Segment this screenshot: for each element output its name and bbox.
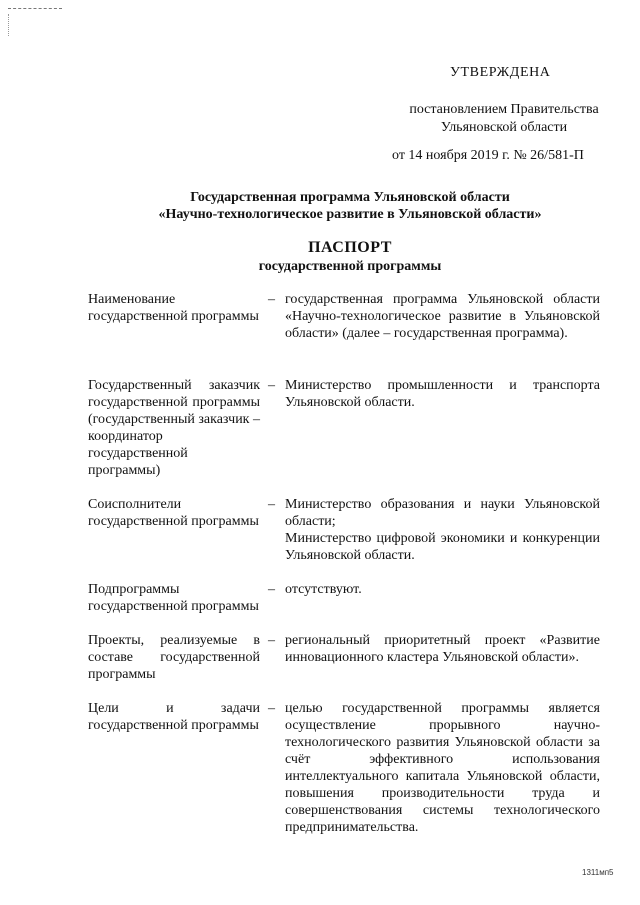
document-code: 1311мп5 bbox=[582, 868, 614, 877]
row-dash: – bbox=[268, 701, 275, 716]
program-title-line2: «Научно-технологическое развитие в Ульяновской области» bbox=[158, 207, 542, 222]
row-label: Соисполнители государственной программы bbox=[88, 497, 259, 529]
scan-edge-mark-vertical bbox=[8, 14, 9, 36]
row-dash: – bbox=[268, 497, 275, 512]
row-dash: – bbox=[268, 378, 275, 393]
program-title-line1: Государственная программа Ульяновской области bbox=[190, 190, 510, 205]
row-value bbox=[285, 291, 600, 342]
row-label: Наименование государственной программы bbox=[88, 292, 259, 324]
approval-stamp-title: УТВЕРЖДЕНА bbox=[450, 65, 551, 80]
row-label: Проекты, реализуемые в составе государственной программы bbox=[88, 633, 260, 682]
row-label: Подпрограммы государственной программы bbox=[88, 582, 259, 614]
row-dash: – bbox=[268, 292, 275, 307]
passport-heading: ПАСПОРТ bbox=[308, 239, 392, 256]
row-value bbox=[285, 700, 600, 836]
row-label: Государственный заказчик государственной программы (государственный заказчик – координатор государственной программы) bbox=[88, 378, 260, 478]
row-dash: – bbox=[268, 582, 275, 597]
row-value-paragraph: Министерство цифровой экономики и конкуренции Ульяновской области. bbox=[285, 531, 600, 563]
row-value bbox=[285, 581, 600, 598]
approval-decree-line2: Ульяновской области bbox=[440, 120, 568, 135]
row-value-paragraph: отсутствуют. bbox=[285, 582, 362, 597]
row-value-paragraph: Министерство промышленности и транспорта Ульяновской области. bbox=[285, 378, 600, 410]
row-value bbox=[285, 632, 600, 666]
row-value-paragraph: целью государственной программы является осуществление прорывного научно-технологического развития Ульяновской области за счёт эффективного использования интеллектуального капитала Ульяновской области, повышения производительности труда и совершенствования системы технологического предпринимательства. bbox=[285, 701, 600, 835]
row-value bbox=[285, 496, 600, 564]
row-value-paragraph: государственная программа Ульяновской области «Научно-технологическое развитие в Ульяновской области» (далее – государственная программа). bbox=[285, 292, 600, 341]
approval-decree-line1: постановлением Правительства bbox=[409, 102, 599, 117]
row-label: Цели и задачи государственной программы bbox=[88, 701, 260, 733]
passport-subheading: государственной программы bbox=[258, 259, 442, 274]
approval-date: от 14 ноября 2019 г. № 26/581-П bbox=[392, 148, 584, 163]
scan-edge-mark bbox=[8, 8, 62, 9]
row-value-paragraph: региональный приоритетный проект «Развитие инновационного кластера Ульяновской области». bbox=[285, 633, 600, 665]
row-value bbox=[285, 377, 600, 411]
row-dash: – bbox=[268, 633, 275, 648]
row-value-paragraph: Министерство образования и науки Ульяновской области; bbox=[285, 497, 600, 529]
